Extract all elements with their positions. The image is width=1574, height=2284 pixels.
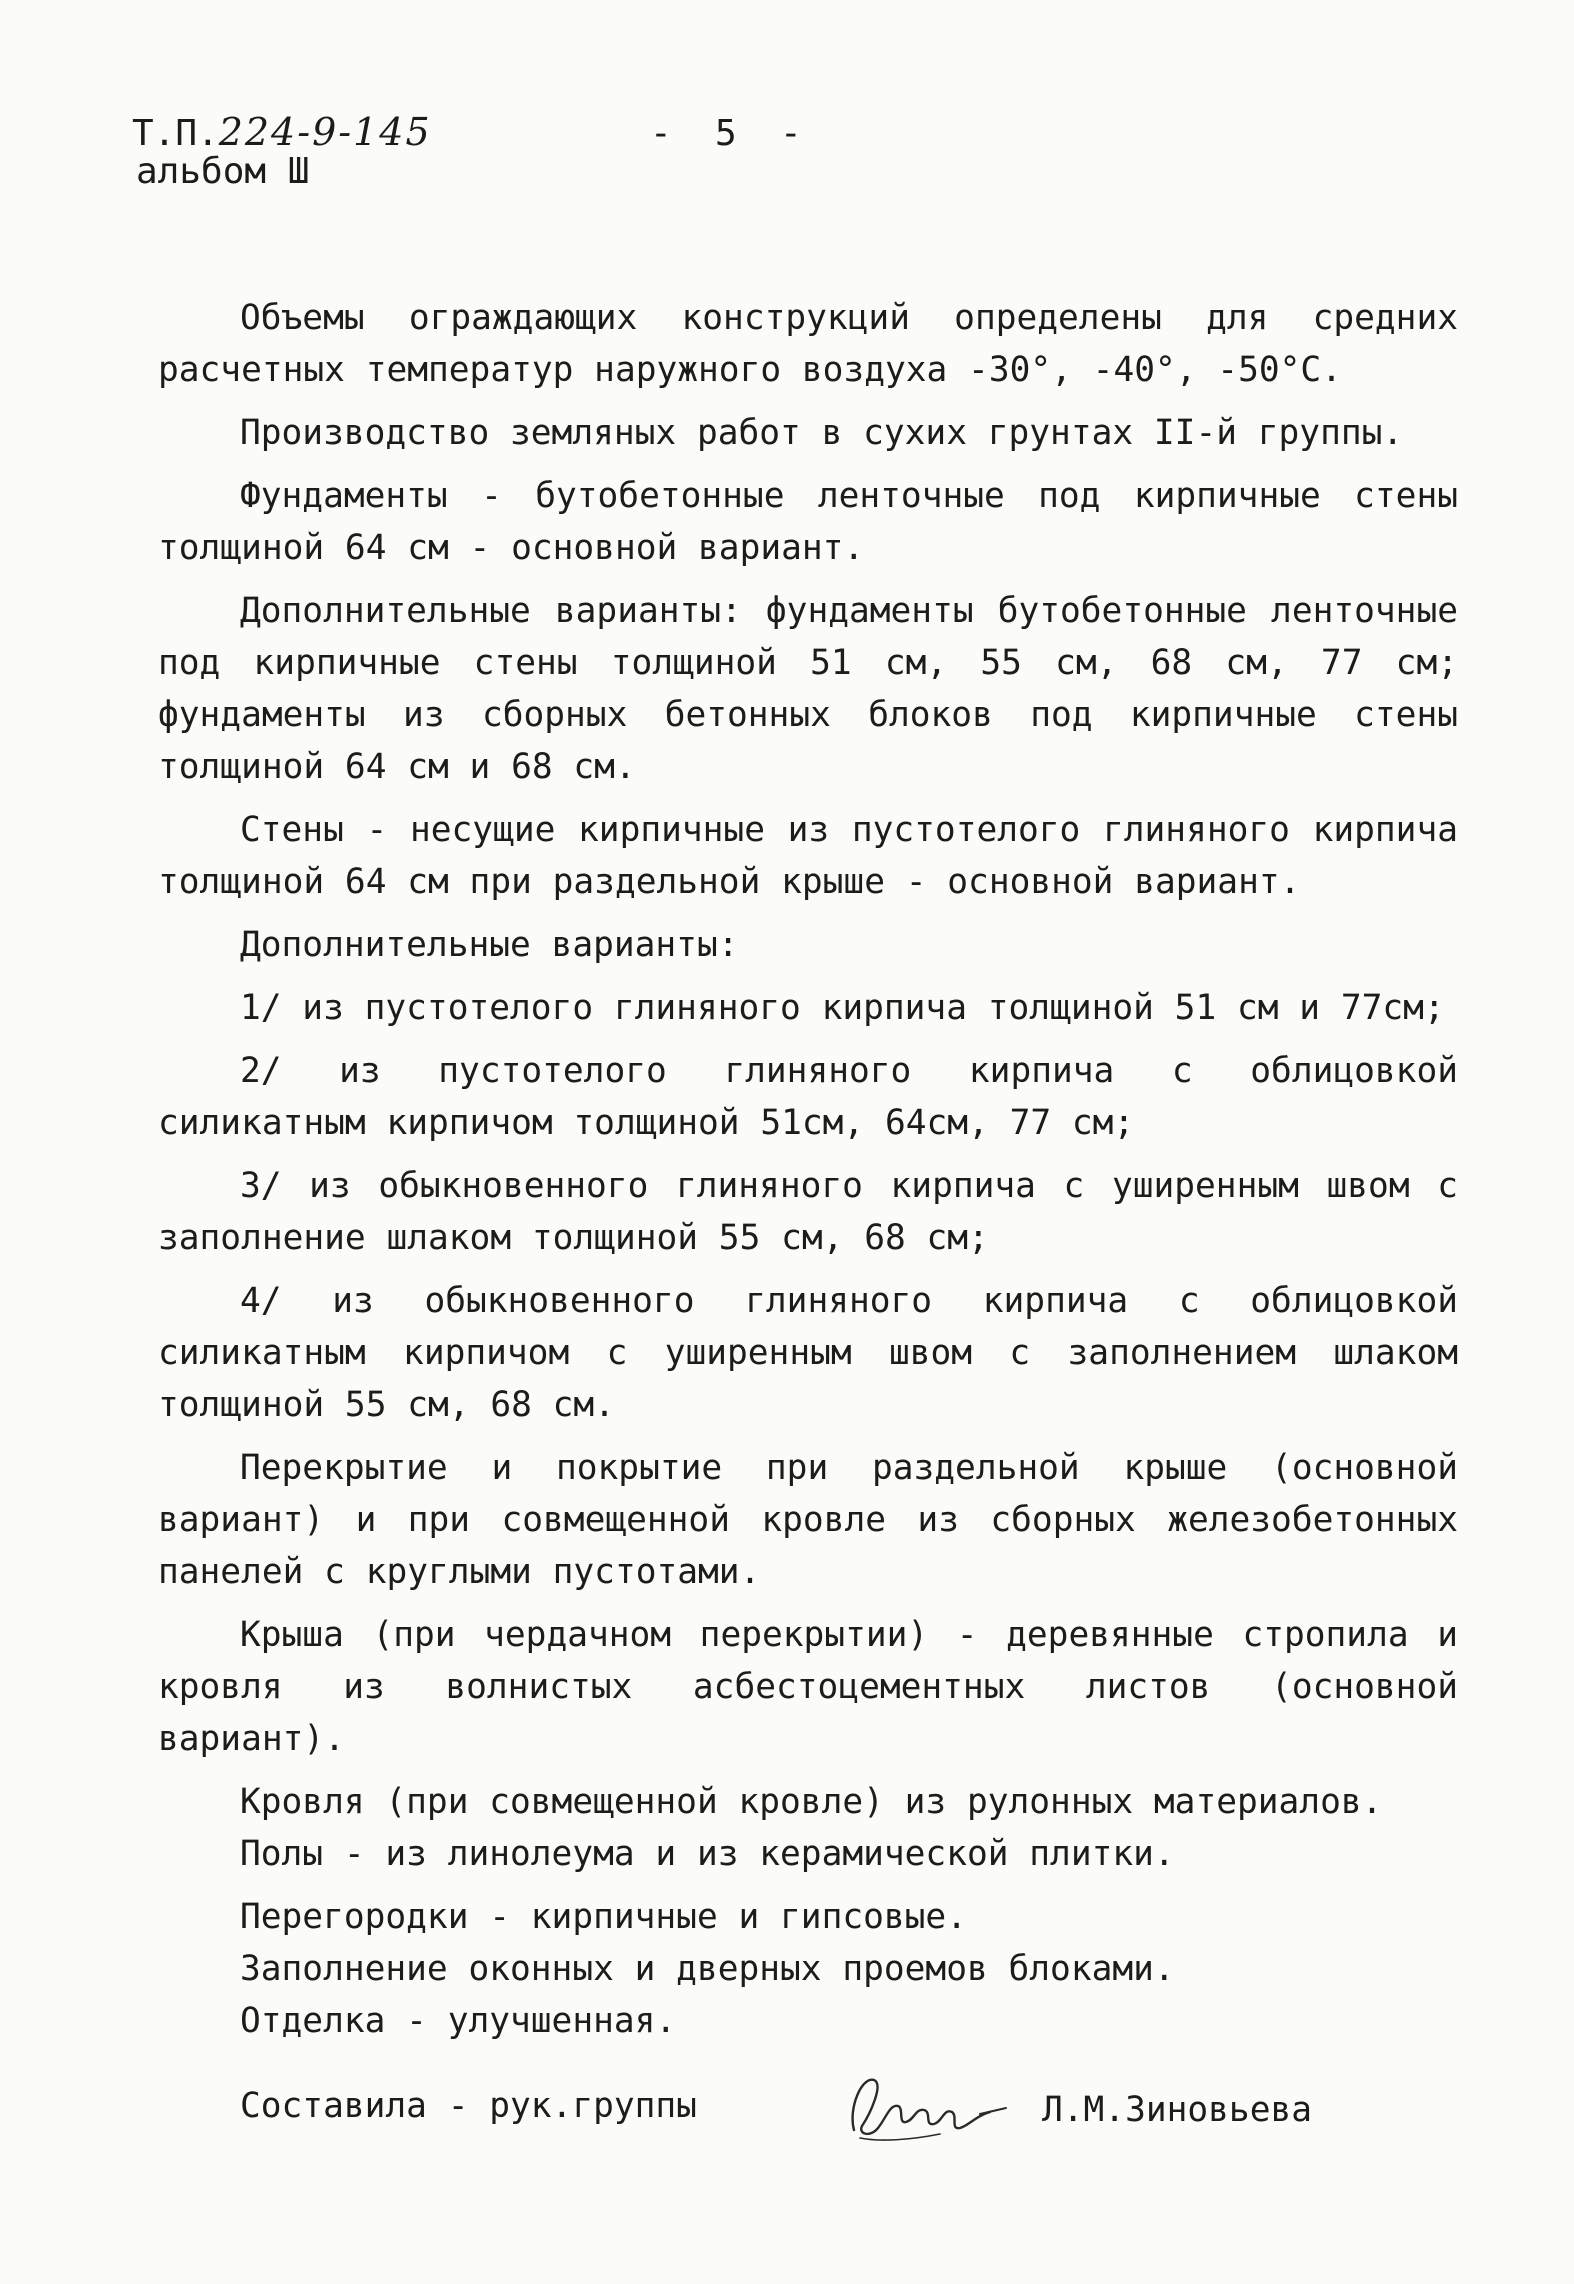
signature-caption: Составила - рук.группы [240,2086,697,2126]
paragraph: Стены - несущие кирпичные из пустотелого глиняного кирпича толщиной 64 см при раздельной крыше - основной вариант. [158,810,1458,902]
reference-number: 224-9-145 [218,110,432,154]
reference-prefix: Т.П. [132,113,219,154]
paragraph: Дополнительные варианты: [240,925,739,965]
page-number: - 5 - [650,113,802,154]
paragraph: Перекрытие и покрытие при раздельной крыше (основной вариант) и при совмещенной кровле из сборных железобетонных панелей с круглыми пустотами. [158,1448,1458,1592]
list-item: 4/ из обыкновенного глиняного кирпича с облицовкой силикатным кирпичом с уширенным швом с заполнением шлаком толщиной 55 см, 68 см. [158,1281,1458,1425]
paragraph: Фундаменты - бутобетонные ленточные под кирпичные стены толщиной 64 см - основной вариант. [158,476,1458,568]
list-item: 1/ из пустотелого глиняного кирпича толщиной 51 см и 77см; [240,988,1445,1028]
handwritten-signature [840,2068,1010,2148]
paragraph: Объемы ограждающих конструкций определены для средних расчетных температур наружного воздуха -30°, -40°, -50°С. [158,298,1458,390]
list-item: 3/ из обыкновенного глиняного кирпича с уширенным швом с заполнение шлаком толщиной 55 см, 68 см; [158,1166,1458,1258]
paragraph: Отделка - улучшенная. [240,2001,677,2041]
signature-block [240,2076,1440,2146]
paragraph: Заполнение оконных и дверных проемов блоками. [240,1949,1175,1989]
paragraph: Дополнительные варианты: фундаменты бутобетонные ленточные под кирпичные стены толщиной 51 см, 55 см, 68 см, 77 см; фундаменты из сборных бетонных блоков под кирпичные стены толщиной 64 см и 68 см. [158,591,1458,787]
paragraph: Кровля (при совмещенной кровле) из рулонных материалов. [240,1782,1383,1822]
album-label: альбом Ш [136,151,310,192]
paragraph: Перегородки - кирпичные и гипсовые. [240,1897,967,1937]
list-item: 2/ из пустотелого глиняного кирпича с облицовкой силикатным кирпичом толщиной 51см, 64см, 77 см; [158,1051,1458,1143]
paragraph: Полы - из линолеума и из керамической плитки. [240,1834,1175,1874]
signatory-name: Л.М.Зиновьева [1042,2090,1313,2130]
paragraph: Крыша (при чердачном перекрытии) - деревянные стропила и кровля из волнистых асбестоцементных листов (основной вариант). [158,1615,1458,1759]
document-body [158,292,1458,2058]
paragraph: Производство земляных работ в сухих грунтах II-й группы. [240,413,1404,453]
